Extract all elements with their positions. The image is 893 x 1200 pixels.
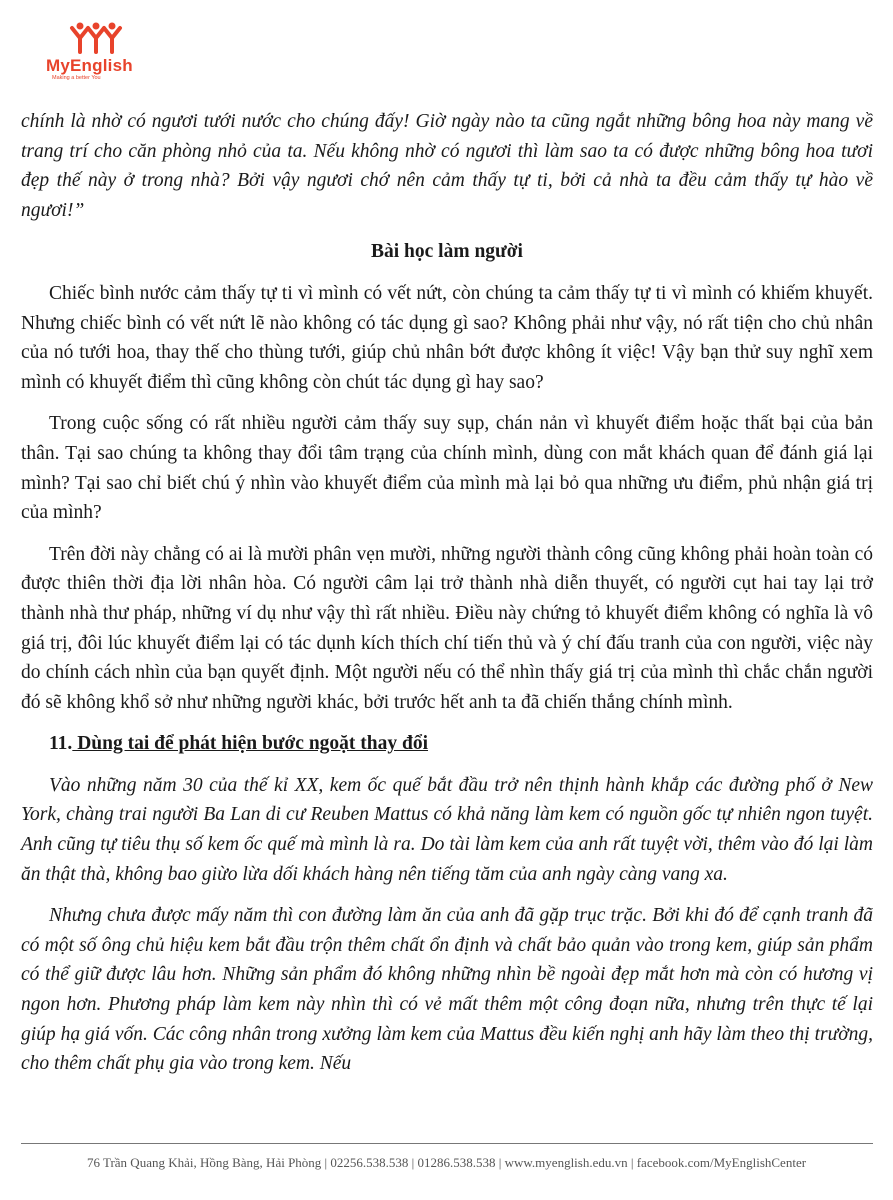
people-logo-icon	[66, 22, 132, 58]
story-ending-paragraph: chính là nhờ có ngươi tưới nước cho chúng đấy! Giờ ngày nào ta cũng ngắt những bông hoa này mang về trang trí cho căn phòng nhỏ của ta. Nếu không nhờ có ngươi thì làm sao ta có được những bông hoa tươi đẹp thế này ở trong nhà? Bởi vậy ngươi chớ nên cảm thấy tự ti, bởi cả nhà ta đều cảm thấy tự hào về ngươi!”	[21, 111, 873, 221]
document-body	[21, 107, 873, 1091]
section-number: 11.	[49, 733, 73, 755]
lesson-paragraph-1: Chiếc bình nước cảm thấy tự ti vì mình có vết nứt, còn chúng ta cảm thấy tự ti vì mình có khiếm khuyết. Nhưng chiếc bình có vết nứt lẽ nào không có tác dụng gì sao? Không phải như vậy, nó rất tiện cho chủ nhân của nó tưới hoa, thay thế cho thùng tưới, giúp chủ nhân bớt được không ít việc! Vậy bạn thử suy nghĩ xem mình có khuyết điểm thì cũng không còn chút tác dụng gì hay sao?	[21, 282, 873, 393]
brand-tagline: Making a better You	[52, 75, 101, 81]
story-paragraph-1: Vào những năm 30 của thế kỉ XX, kem ốc quế bắt đầu trở nên thịnh hành khắp các đường phố ở New York, chàng trai người Ba Lan di cư Reuben Mattus có khả năng làm kem có nguồn gốc tự nhiên ngon tuyệt. Anh cũng tự tiêu thụ số kem ốc quế mà mình là ra. Do tài làm kem của anh rất tuyệt vời, thêm vào đó lại làm ăn thật thà, không bao giừo lừa dối khách hàng nên tiếng tăm của anh ngày càng vang xa.	[21, 774, 873, 885]
section-title-text: Dùng tai để phát hiện bước ngoặt thay đổi	[72, 733, 429, 755]
section-title	[21, 729, 873, 759]
lesson-paragraph-3: Trên đời này chẳng có ai là mười phân vẹn mười, những người thành công cũng không phải hoàn toàn có được thiên thời địa lời nhân hòa. Có người câm lại trở thành nhà diễn thuyết, có người cụt hai tay lại trở thành nhà thư pháp, những ví dụ như vậy thì rất nhiều. Điều này chứng tỏ khuyết điểm không có nghĩa là vô giá trị, đôi lúc khuyết điểm lại có tác dụnh kích thích chí tiến thủ và ý chí đấu tranh của con người, việc này do chính cách nhìn của bạn quyết định. Một người nếu có thể nhìn thấy giá trị của mình thì chắc chắn người đó sẽ không khổ sở như những người khác, bởi trước hết anh ta đã chiến thắng chính mình.	[21, 543, 873, 713]
brand-logo	[46, 22, 156, 82]
brand-name: MyEnglish	[46, 56, 133, 75]
footer-divider	[21, 1143, 873, 1144]
story-paragraph-2: Nhưng chưa được mấy năm thì con đường làm ăn của anh đã gặp trục trặc. Bởi khi đó để cạnh tranh đã có một số ông chủ hiệu kem bắt đầu trộn thêm chất ổn định và chất bảo quản vào trong kem, giúp sản phẩm có thể giữ được lâu hơn. Những sản phẩm đó không những nhìn bề ngoài đẹp mắt hơn mà còn có hương vị ngon hơn. Phương pháp làm kem này nhìn thì có vẻ mất thêm một công đoạn nữa, nhưng trên thực tế lại giúp hạ giá vốn. Các công nhân trong xưởng làm kem của Mattus đều kiến nghị anh hãy làm theo thị trường, cho thêm chất phụ gia vào trong kem. Nếu	[21, 905, 873, 1075]
lesson-heading: Bài học làm người	[371, 241, 523, 263]
page-footer: 76 Trần Quang Khải, Hồng Bàng, Hải Phòng | 02256.538.538 | 01286.538.538 | www.myenglish.edu.vn | facebook.com/MyEnglishCenter	[86, 1155, 807, 1170]
lesson-paragraph-2: Trong cuộc sống có rất nhiều người cảm thấy suy sụp, chán nản vì khuyết điểm hoặc thất bại của bản thân. Tại sao chúng ta không thay đổi tâm trạng của chính mình, dùng con mắt khách quan để đánh giá lại mình? Tại sao chỉ biết chú ý nhìn vào khuyết điểm của mình mà lại bỏ qua những ưu điểm, phủ nhận giá trị của mình?	[21, 413, 873, 524]
